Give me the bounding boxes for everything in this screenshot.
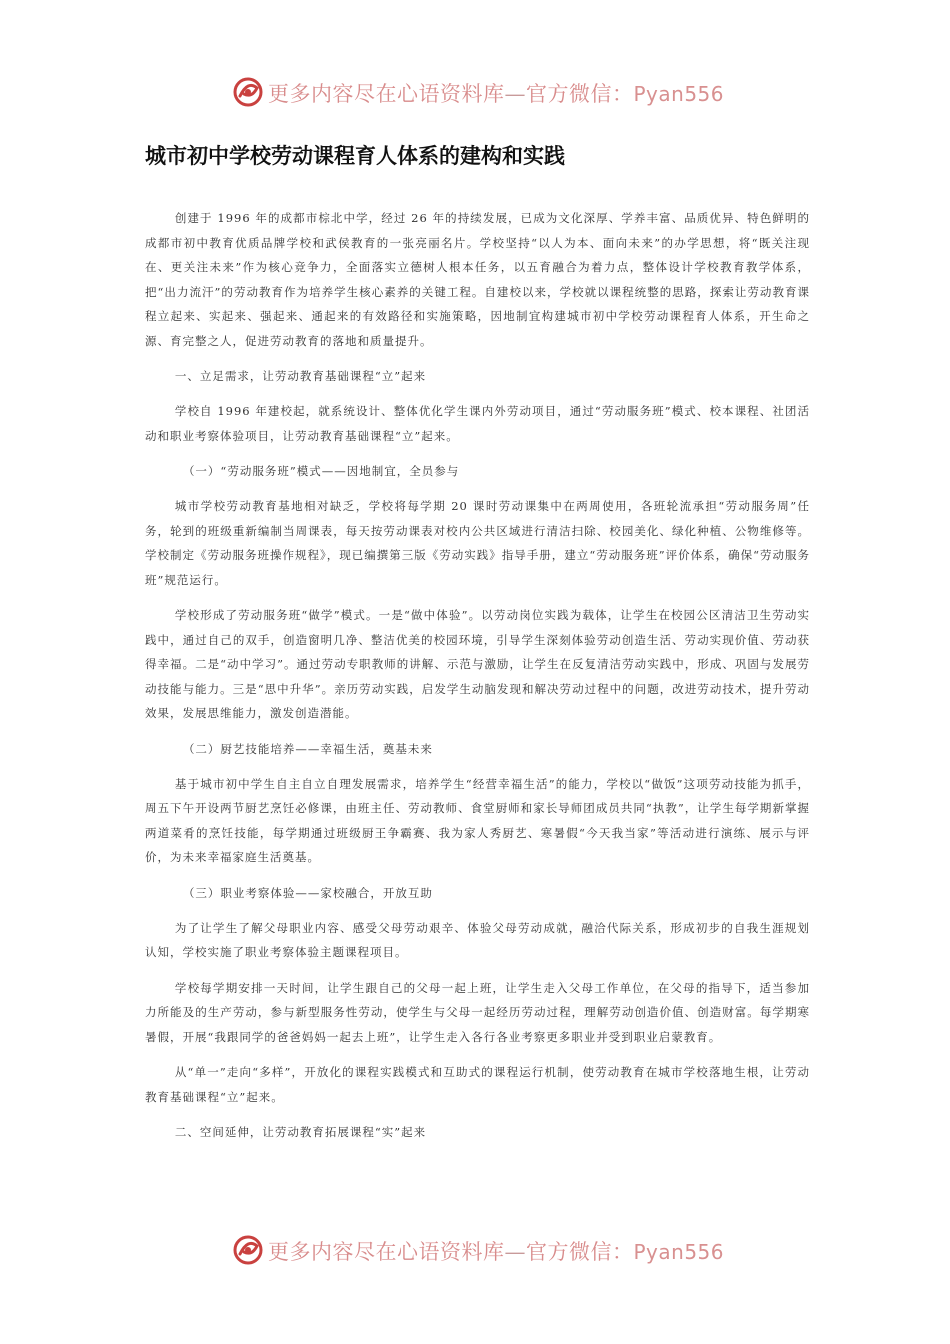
subsection-heading: （一）“劳动服务班”模式——因地制宜，全员参与 [182, 464, 460, 478]
red-swirl-logo-icon [230, 1232, 266, 1268]
document-body [145, 206, 810, 1155]
subsection-heading: （二）厨艺技能培养——幸福生活，奠基未来 [182, 741, 433, 756]
body-paragraph: 为了让学生了解父母职业内容、感受父母劳动艰辛、体验父母劳动成就，融洽代际关系，形成初步的自我生涯规划认知，学校实施了职业考察体验主题课程项目。 [145, 920, 810, 959]
watermark-text: 更多内容尽在心语资料库—官方微信：Pyan556 [268, 1240, 725, 1264]
subsection-heading: （三）职业考察体验——家校融合，开放互助 [182, 885, 433, 900]
body-paragraph: 学校每学期安排一天时间，让学生跟自己的父母一起上班，让学生走入父母工作单位，在父母的指导下，适当参加力所能及的生产劳动，参与新型服务性劳动，使学生与父母一起经历劳动过程，理解劳动创造价值、创造财富。每学期寒暑假，开展“我跟同学的爸爸妈妈一起去上班”，让学生走入各行各业考察更多职业并受到职业启蒙教育。 [145, 980, 810, 1044]
document-title: 城市初中学校劳动课程育人体系的建构和实践 [145, 144, 565, 168]
body-paragraph: 从“单一”走向“多样”，开放化的课程实践模式和互助式的课程运行机制，使劳动教育在城市学校落地生根，让劳动教育基础课程“立”起来。 [145, 1065, 810, 1104]
section-heading: 二、空间延伸，让劳动教育拓展课程“实”起来 [174, 1125, 427, 1139]
red-swirl-logo-icon [230, 74, 266, 110]
header-watermark-banner [0, 74, 950, 114]
watermark-text: 更多内容尽在心语资料库—官方微信：Pyan556 [268, 82, 725, 106]
body-paragraph: 创建于 1996 年的成都市棕北中学，经过 26 年的持续发展，已成为文化深厚、学养丰富、品质优异、特色鲜明的成都市初中教育优质品牌学校和武侯教育的一张亮丽名片。学校坚持“以人为本、面向未来”的办学思想，将“既关注现在、更关注未来”作为核心竞争力，全面落实立德树人根本任务，以五育融合为着力点，整体设计学校教育教学体系，把“出力流汗”的劳动教育作为培养学生核心素养的关键工程。自建校以来，学校就以课程统整的思路，探索让劳动教育课程立起来、实起来、强起来、通起来的有效路径和实施策略，因地制宜构建城市初中学校劳动课程育人体系，开生命之源、育完整之人，促进劳动教育的落地和质量提升。 [145, 211, 810, 348]
body-paragraph: 基于城市初中学生自主自立自理发展需求，培养学生“经营幸福生活”的能力，学校以“做饭”这项劳动技能为抓手，周五下午开设两节厨艺烹饪必修课，由班主任、劳动教师、食堂厨师和家长导师团成员共同“执教”，让学生每学期新掌握两道菜肴的烹饪技能，每学期通过班级厨王争霸赛、我为家人秀厨艺、寒暑假“今天我当家”等活动进行演练、展示与评价，为未来幸福家庭生活奠基。 [145, 776, 810, 864]
section-heading: 一、立足需求，让劳动教育基础课程“立”起来 [174, 369, 427, 383]
footer-watermark-banner [0, 1232, 950, 1272]
body-paragraph: 学校自 1996 年建校起，就系统设计、整体优化学生课内外劳动项目，通过“劳动服务班”模式、校本课程、社团活动和职业考察体验项目，让劳动教育基础课程“立”起来。 [145, 404, 810, 443]
body-paragraph: 城市学校劳动教育基地相对缺乏，学校将每学期 20 课时劳动课集中在两周使用，各班轮流承担“劳动服务周”任务，轮到的班级重新编制当周课表，每天按劳动课表对校内公共区域进行清洁扫除、校园美化、绿化种植、公物维修等。学校制定《劳动服务班操作规程》，现已编撰第三版《劳动实践》指导手册，建立“劳动服务班”评价体系，确保“劳动服务班”规范运行。 [145, 499, 810, 587]
body-paragraph: 学校形成了劳动服务班“做学”模式。一是“做中体验”。以劳动岗位实践为载体，让学生在校园公区清洁卫生劳动实践中，通过自己的双手，创造窗明几净、整洁优美的校园环境，引导学生深刻体验劳动创造生活、劳动实现价值、劳动获得幸福。二是“动中学习”。通过劳动专职教师的讲解、示范与激励，让学生在反复清洁劳动实践中，形成、巩固与发展劳动技能与能力。三是“思中升华”。亲历劳动实践，启发学生动脑发现和解决劳动过程中的问题，改进劳动技术，提升劳动效果，发展思维能力，激发创造潜能。 [145, 608, 810, 720]
